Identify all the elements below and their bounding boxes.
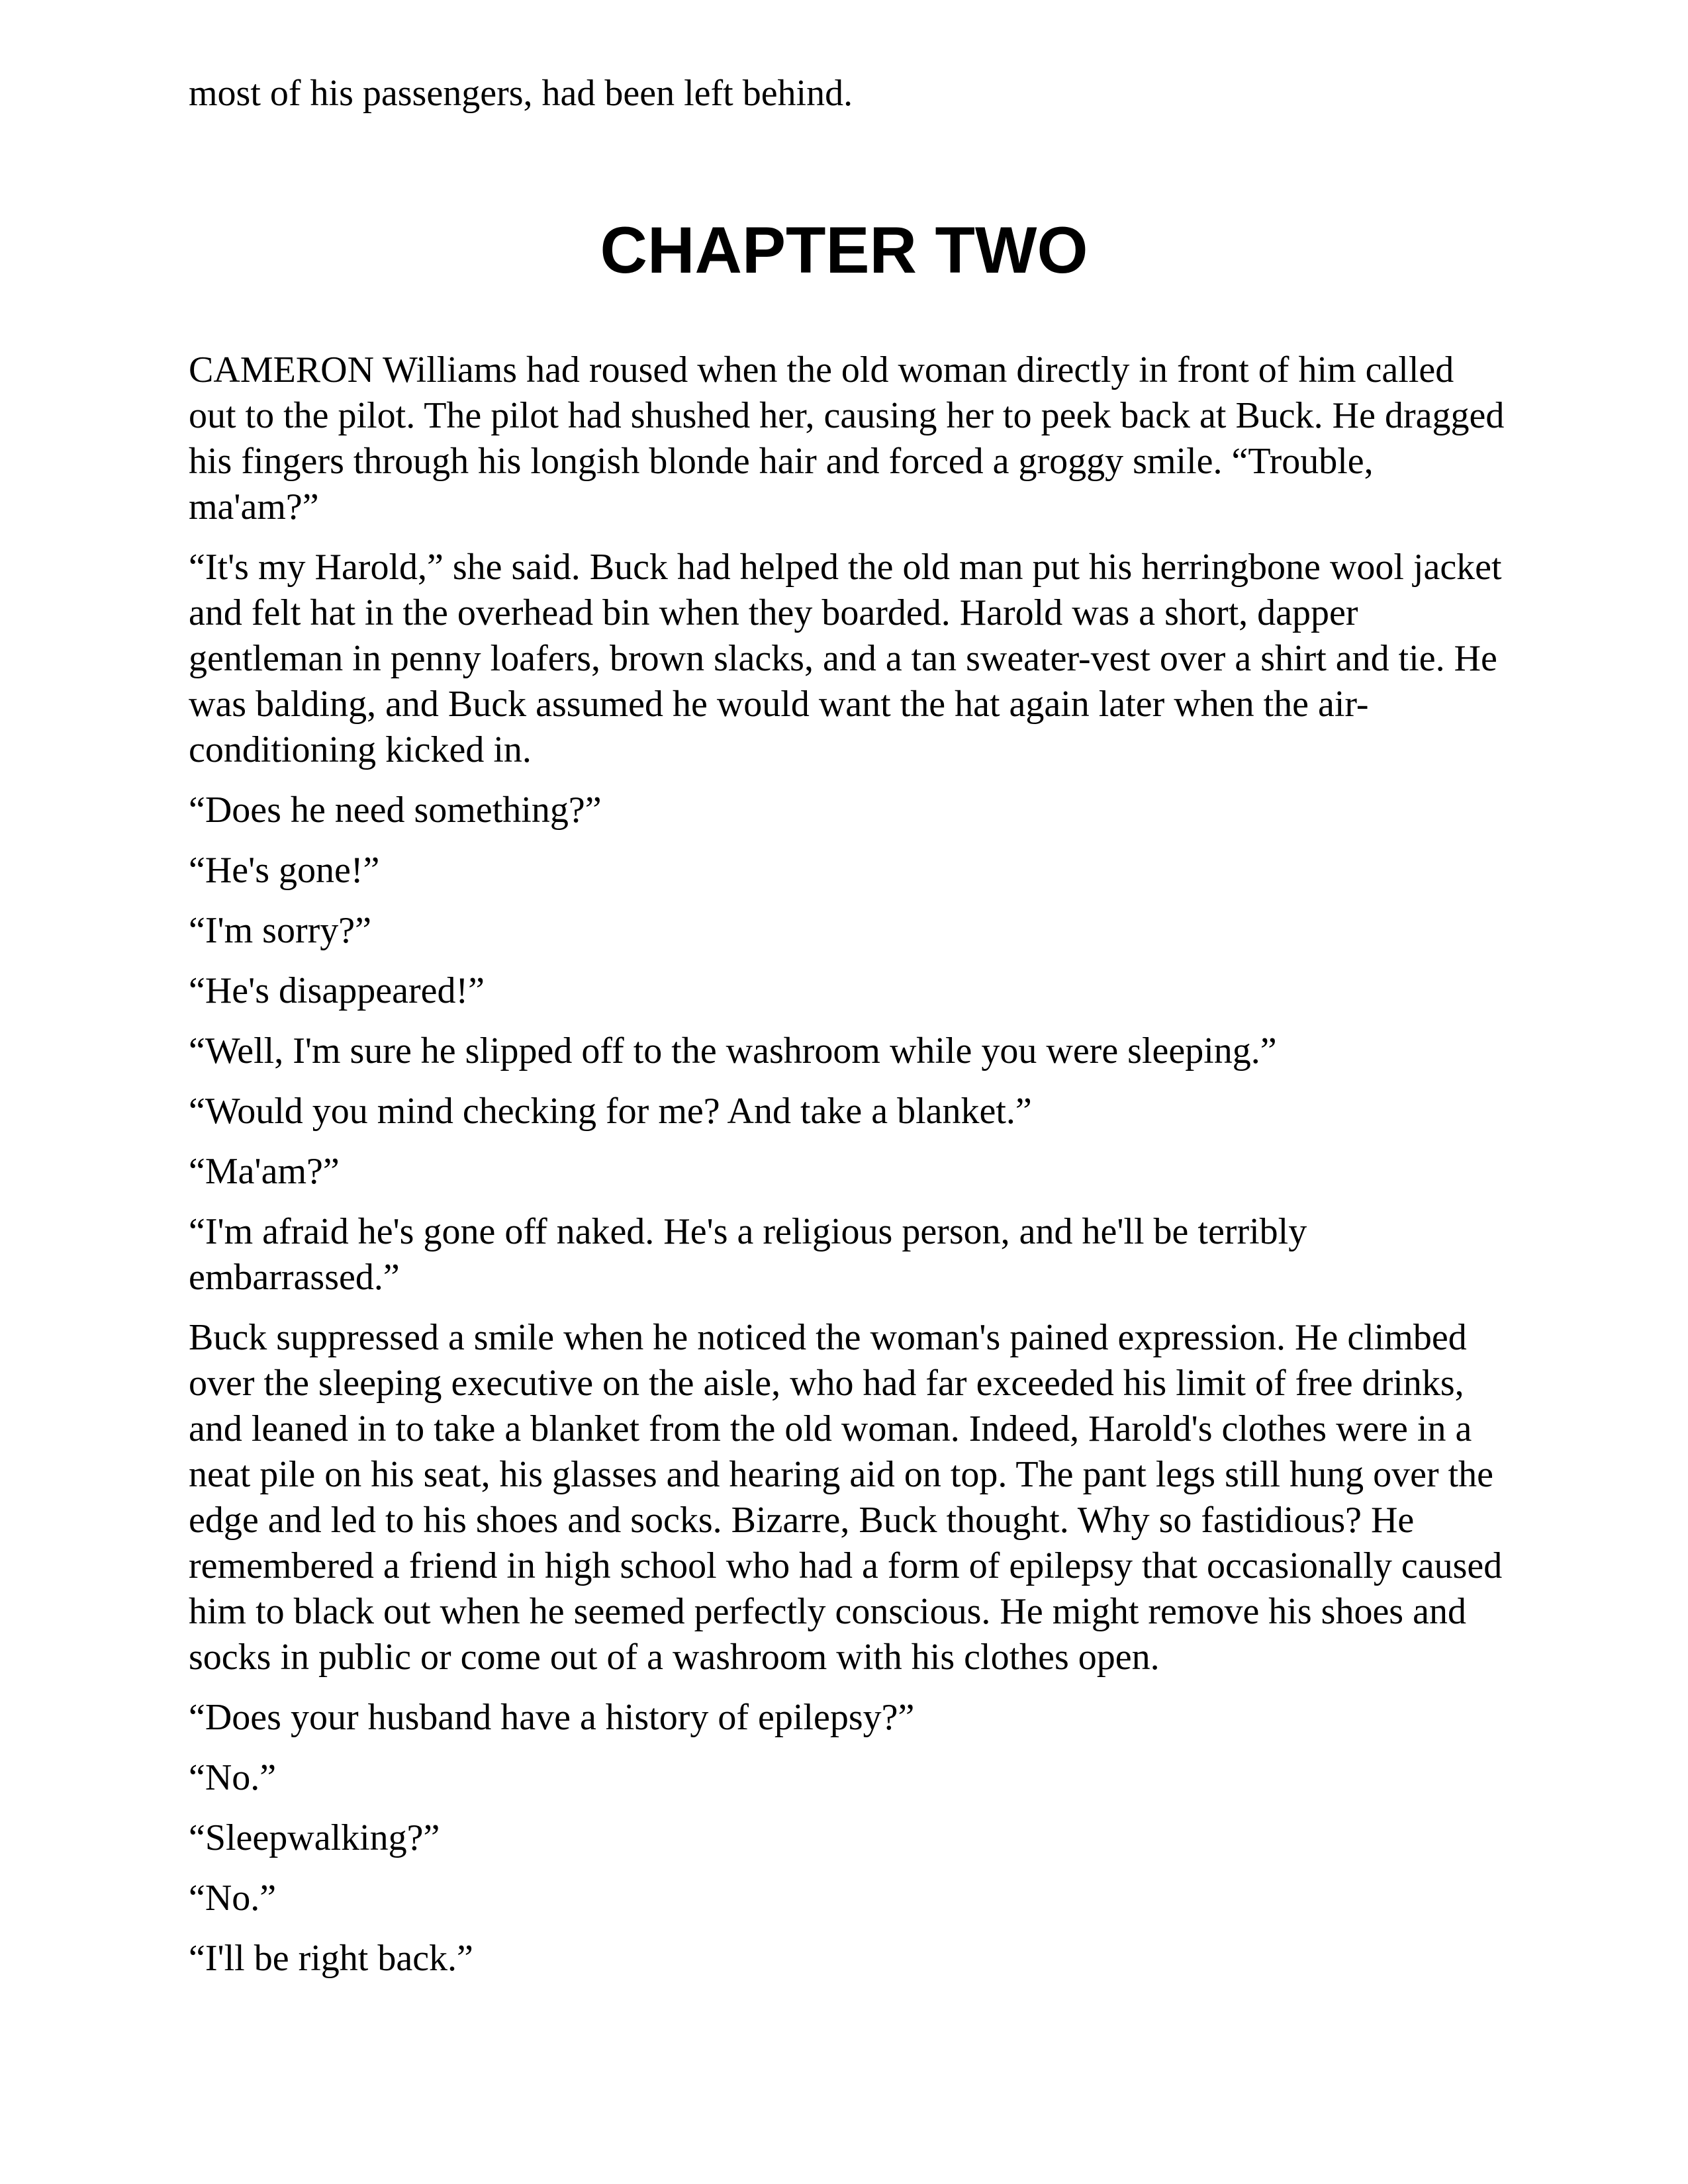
dialogue-line: “He's gone!” [189, 850, 380, 891]
dialogue-line: “Well, I'm sure he slipped off to the washroom while you were sleeping.” [189, 1030, 1277, 1071]
paragraph: Buck suppressed a smile when he noticed the woman's pained expression. He climbed over the sleeping executive on the aisle, who had far exceeded his limit of free drinks, and leaned in to take a blanket from the old woman. Indeed, Harold's clothes were in a neat pile on his seat, his glasses and hearing aid on top. The pant legs still hung over the edge and led to his shoes and socks. Bizarre, Buck thought. Why so fastidious? He remembered a friend in high school who had a form of epilepsy that occasionally caused him to black out when he seemed perfectly conscious. He might remove his shoes and socks in public or come out of a washroom with his clothes open. [189, 1317, 1503, 1678]
dialogue-line: “No.” [189, 1878, 277, 1919]
paragraph: CAMERON Williams had roused when the old woman directly in front of him called out to the pilot. The pilot had shushed her, causing her to peek back at Buck. He dragged his fingers through his longish blonde hair and forced a groggy smile. “Trouble, ma'am?” [189, 349, 1505, 527]
dialogue-line: “Does he need something?” [189, 790, 602, 831]
dialogue-line: “He's disappeared!” [189, 970, 485, 1011]
dialogue-line: “Does your husband have a history of epilepsy?” [189, 1697, 915, 1738]
dialogue-line: “I'll be right back.” [189, 1938, 473, 1979]
dialogue-line: “Would you mind checking for me? And take a blanket.” [189, 1091, 1032, 1132]
dialogue-line: “I'm afraid he's gone off naked. He's a religious person, and he'll be terribly embarrassed.” [189, 1211, 1307, 1298]
paragraph: “It's my Harold,” she said. Buck had helped the old man put his herringbone wool jacket and felt hat in the overhead bin when they boarded. Harold was a short, dapper gentleman in penny loafers, brown slacks, and a tan sweater-vest over a shirt and tie. He was balding, and Buck assumed he would want the hat again later when the air-conditioning kicked in. [189, 547, 1502, 770]
dialogue-line: “Sleepwalking?” [189, 1817, 440, 1858]
chapter-title: CHAPTER TWO [600, 213, 1088, 287]
chapter-body [189, 347, 1506, 1996]
continuation-paragraph: most of his passengers, had been left behind. [189, 73, 853, 114]
dialogue-line: “Ma'am?” [189, 1151, 340, 1192]
dialogue-line: “I'm sorry?” [189, 910, 371, 951]
dialogue-line: “No.” [189, 1757, 277, 1798]
